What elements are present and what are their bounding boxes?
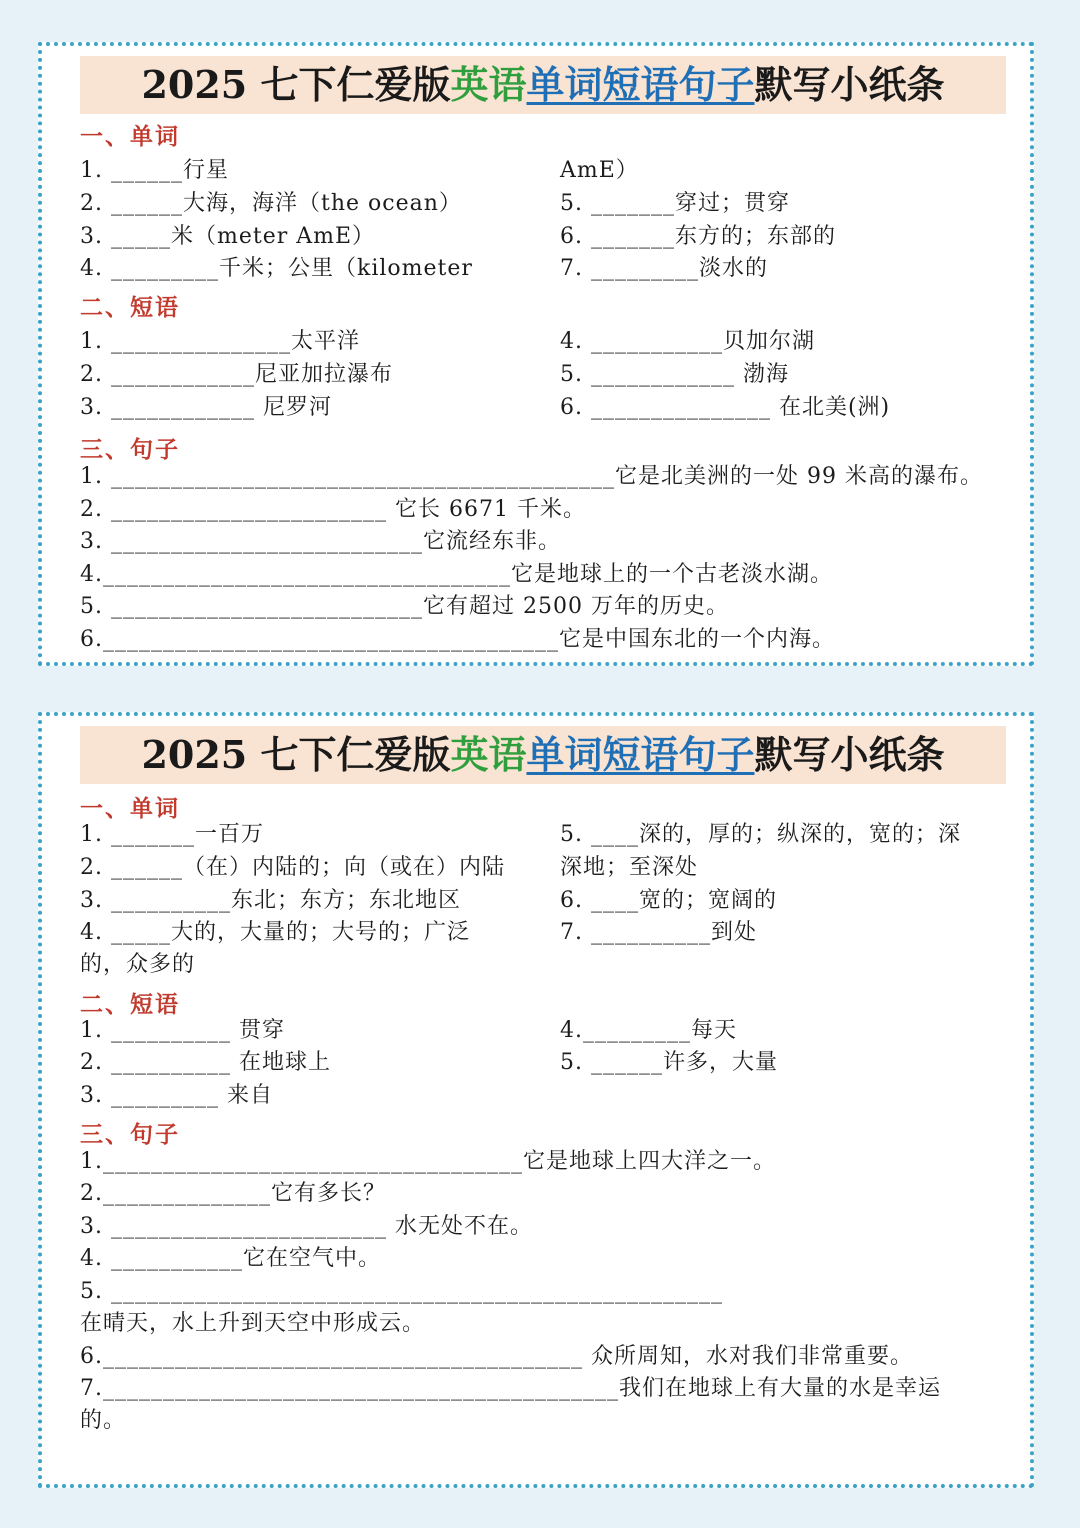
sentence-item: 3. __________________________它流经东非。 (80, 529, 561, 554)
sentence-item: 2. _______________________ 它长 6671 千米。 (80, 497, 586, 522)
card-title (80, 726, 1006, 784)
word-item: 6. _______东方的；东部的 (560, 224, 836, 249)
word-item: 2. ______大海，海洋（the ocean） (80, 191, 462, 216)
phrase-item: 5. ____________ 渤海 (560, 362, 789, 387)
phrase-item: 4. ___________贝加尔湖 (560, 329, 815, 354)
sentence-item: 6.______________________________________它是中国东北的一个内海。 (80, 627, 835, 652)
word-item-continued: 的，众多的 (80, 952, 196, 977)
dictation-card-2 (38, 712, 1034, 1488)
dictation-card-1 (38, 42, 1034, 666)
word-item: 7. _________淡水的 (560, 256, 768, 281)
sentence-item: 3. _______________________ 水无处不在。 (80, 1214, 533, 1239)
sentence-item: 5. ___________________________________________________ (80, 1279, 723, 1304)
section-heading-phrases: 二、短语 (80, 991, 180, 1018)
sentence-item: 4.__________________________________它是地球上的一个古老淡水湖。 (80, 562, 833, 587)
sentence-item: 6.________________________________________ 众所周知，水对我们非常重要。 (80, 1344, 913, 1369)
word-item: 3. __________东北；东方；东北地区 (80, 888, 461, 913)
word-item: AmE） (560, 158, 639, 183)
phrase-item: 3. ____________ 尼罗河 (80, 395, 332, 420)
title-suffix: 默写小纸条 (754, 732, 945, 777)
word-item: 2. ______（在）内陆的；向（或在）内陆 (80, 855, 505, 880)
word-item: 4. _____大的，大量的；大号的；广泛 (80, 920, 470, 945)
title-english: 英语 (450, 62, 527, 107)
sentence-item: 1. __________________________________________它是北美洲的一处 99 米高的瀑布。 (80, 464, 983, 489)
word-item: 5. ____深的，厚的；纵深的，宽的；深 (560, 822, 961, 847)
phrase-item: 2. ____________尼亚加拉瀑布 (80, 362, 393, 387)
title-prefix: 2025 七下仁爱版 (141, 62, 451, 107)
section-heading-phrases: 二、短语 (80, 294, 180, 321)
phrase-item: 2. __________ 在地球上 (80, 1050, 331, 1075)
word-item: 7. __________到处 (560, 920, 757, 945)
sentence-item-continued: 的。 (80, 1408, 127, 1433)
word-item: 1. ______行星 (80, 158, 229, 183)
sentence-item: 1.___________________________________它是地球上四大洋之一。 (80, 1149, 776, 1174)
phrase-item: 1. __________ 贯穿 (80, 1018, 285, 1043)
title-english: 英语 (450, 732, 527, 777)
section-heading-sentences: 三、句子 (80, 436, 180, 463)
sentence-item: 2.______________它有多长？ (80, 1181, 386, 1206)
section-heading-words: 一、单词 (80, 795, 180, 822)
phrase-item: 1. _______________太平洋 (80, 329, 360, 354)
phrase-item: 3. _________ 来自 (80, 1083, 273, 1108)
section-heading-sentences: 三、句子 (80, 1121, 180, 1148)
word-item: 3. _____米（meter AmE） (80, 224, 376, 249)
sentence-item: 4. ___________它在空气中。 (80, 1246, 381, 1271)
card-title (80, 56, 1006, 114)
word-item: 6. ____宽的；宽阔的 (560, 888, 777, 913)
sentence-item: 5. __________________________它有超过 2500 万年的历史。 (80, 594, 729, 619)
phrase-item: 4._________每天 (560, 1018, 737, 1043)
phrase-item: 5. ______许多，大量 (560, 1050, 778, 1075)
section-heading-words: 一、单词 (80, 123, 180, 150)
phrase-item: 6. _______________ 在北美(洲) (560, 395, 891, 420)
word-item: 5. _______穿过；贯穿 (560, 191, 790, 216)
title-prefix: 2025 七下仁爱版 (141, 732, 451, 777)
sentence-item: 7.___________________________________________我们在地球上有大量的水是幸运 (80, 1376, 941, 1401)
sentence-item-continued: 在晴天，水上升到天空中形成云。 (80, 1311, 426, 1336)
title-suffix: 默写小纸条 (754, 62, 945, 107)
word-item: 1. _______一百万 (80, 822, 264, 847)
word-item: 4. _________千米；公里（kilometer (80, 256, 473, 281)
word-item-continued: 深地；至深处 (560, 855, 699, 880)
title-words-phrases-sentences: 单词短语句子 (526, 62, 755, 107)
title-words-phrases-sentences: 单词短语句子 (526, 732, 755, 777)
